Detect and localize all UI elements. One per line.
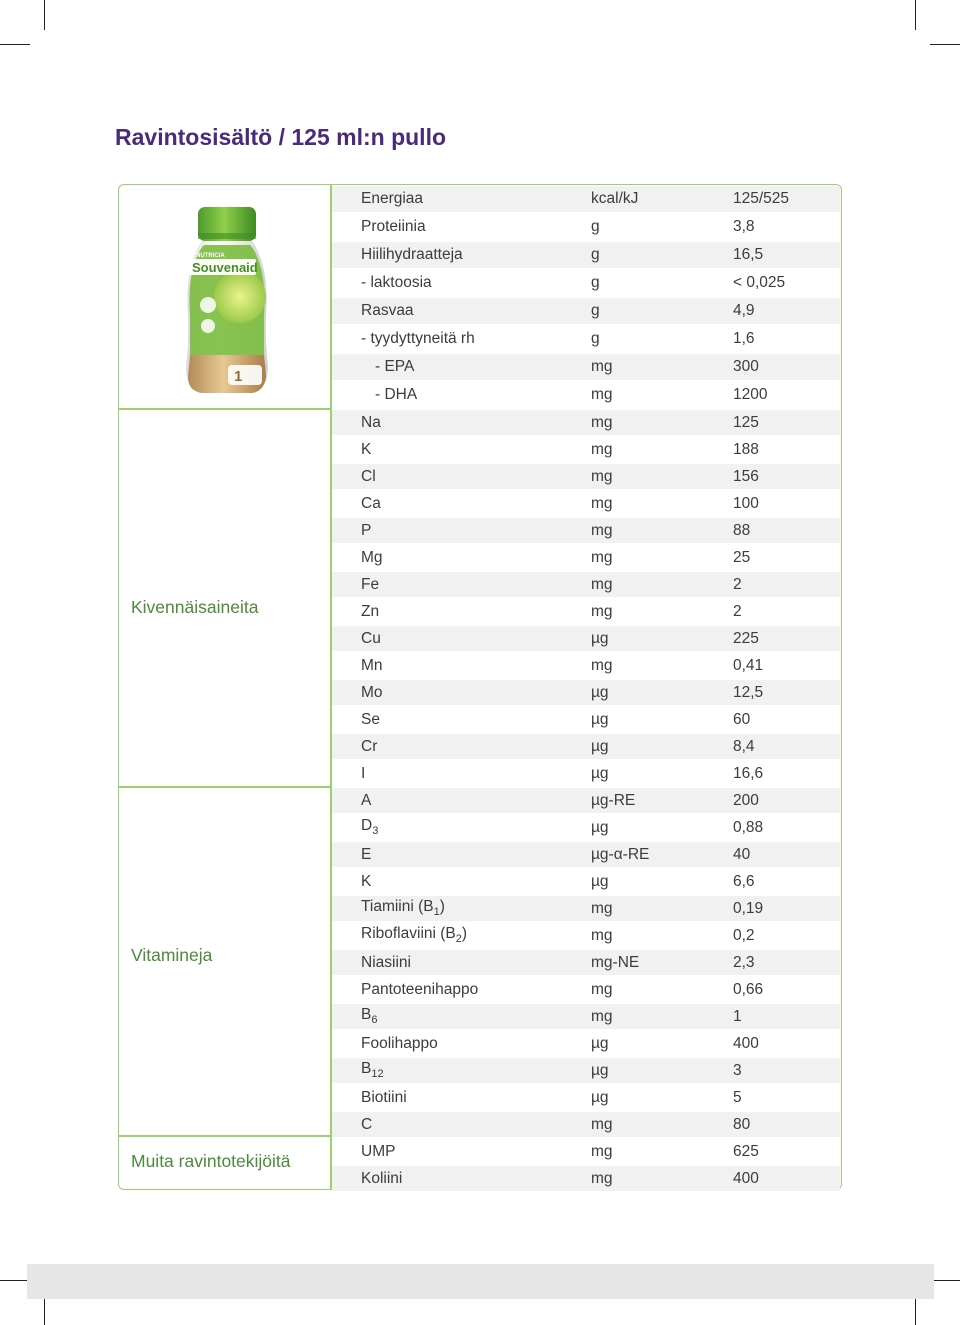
table-row (332, 464, 840, 491)
nutrient-name: A (361, 791, 372, 809)
crop-mark (0, 1280, 30, 1281)
nutrient-name: Tiamiini $(B_1)$ (361, 898, 445, 919)
nutrient-unit: µg (591, 872, 609, 890)
table-row (332, 545, 840, 572)
nutrient-name: Energiaa (361, 190, 424, 207)
nutrient-unit: mg (591, 1007, 613, 1025)
nutrient-unit: mg (591, 467, 613, 485)
product-bottle-image (182, 205, 272, 397)
nutrient-value: 8,4 (733, 737, 755, 755)
nutrient-unit: mg (591, 440, 613, 458)
nutrient-name: $B_{12}$ (361, 1060, 384, 1081)
nutrient-name: UMP (361, 1142, 396, 1160)
nutrient-name: K (361, 440, 372, 458)
table-row (332, 242, 840, 270)
nutrient-value: 100 (733, 494, 759, 512)
nutrient-name: Foolihappo (361, 1034, 438, 1052)
nutrient-name: Proteiinia (361, 218, 426, 235)
table-row (332, 734, 840, 761)
nutrient-unit: mg (591, 494, 613, 512)
nutrient-name: Mo (361, 683, 383, 701)
nutrient-value: 5 (733, 1088, 742, 1106)
nutrient-unit: mg (591, 1169, 613, 1187)
nutrient-unit: mg (591, 575, 613, 593)
nutrient-value: 3,8 (733, 218, 755, 235)
nutrient-unit: g (591, 330, 600, 347)
nutrient-value: 1,6 (733, 330, 755, 347)
nutrient-name: - tyydyttyneitä rh (361, 330, 475, 347)
nutrient-value: 0,66 (733, 980, 764, 998)
nutrient-name: Pantoteenihappo (361, 980, 479, 998)
nutrient-name: Cl (361, 467, 376, 485)
nutrition-rows (332, 186, 840, 1193)
nutrient-value: 0,2 (733, 926, 755, 944)
table-row (332, 599, 840, 626)
table-row (332, 270, 840, 298)
nutrient-unit: mg (591, 899, 613, 917)
nutrient-value: 400 (733, 1034, 759, 1052)
group-divider (119, 786, 330, 788)
nutrient-unit: g (591, 274, 600, 291)
nutrient-name: $D_3$ (361, 817, 379, 838)
table-row (332, 298, 840, 326)
nutrient-name: Hiilihydraatteja (361, 246, 463, 263)
nutrient-name: K (361, 872, 372, 890)
table-row (332, 923, 840, 950)
nutrient-unit: µg (591, 1088, 609, 1106)
table-row (332, 1085, 840, 1112)
table-row (332, 518, 840, 545)
nutrient-unit: mg (591, 602, 613, 620)
nutrient-value: 125 (733, 413, 759, 431)
table-row (332, 354, 840, 382)
nutrient-unit: mg-NE (591, 953, 640, 971)
nutrient-name: Mg (361, 548, 383, 566)
nutrient-value: 16,5 (733, 246, 764, 263)
table-row (332, 950, 840, 977)
nutrient-name: Mn (361, 656, 383, 674)
nutrient-name: E (361, 845, 372, 863)
nutrient-value: 2 (733, 575, 742, 593)
nutrient-unit: g (591, 302, 600, 319)
nutrient-unit: g (591, 218, 600, 235)
nutrient-name: Na (361, 413, 381, 431)
nutrient-unit: µg (591, 1034, 609, 1052)
nutrient-value: 2,3 (733, 953, 755, 971)
nutrient-unit: µg-α-RE (591, 845, 650, 863)
nutrient-name: C (361, 1115, 373, 1133)
table-row (332, 491, 840, 518)
nutrient-unit: µg (591, 737, 609, 755)
table-row (332, 680, 840, 707)
crop-mark (930, 44, 960, 45)
nutrient-name: Se (361, 710, 380, 728)
table-row (332, 977, 840, 1004)
nutrient-value: 0,88 (733, 818, 764, 836)
nutrient-value: 0,41 (733, 656, 764, 674)
nutrient-value: 0,19 (733, 899, 764, 917)
page-title: Ravintosisältö / 125 ml:n pullo (115, 124, 447, 150)
group-label-vitamins: Vitamineja (131, 945, 213, 965)
table-row (332, 761, 840, 788)
table-row (332, 896, 840, 923)
table-row (332, 326, 840, 354)
nutrient-value: 12,5 (733, 683, 764, 701)
nutrient-unit: mg (591, 1115, 613, 1133)
table-row (332, 437, 840, 464)
table-row (332, 1166, 840, 1193)
crop-mark (930, 1280, 960, 1281)
nutrient-unit: µg-RE (591, 791, 636, 809)
nutrient-unit: mg (591, 926, 613, 944)
crop-mark (915, 0, 916, 30)
nutrient-name: Riboflaviini $(B_2)$ (361, 925, 468, 946)
nutrient-unit: mg (591, 386, 613, 403)
nutrient-value: 188 (733, 440, 759, 458)
nutrient-value: 1200 (733, 386, 768, 403)
table-row (332, 1004, 840, 1031)
nutrient-name: Koliini (361, 1169, 403, 1187)
table-row (332, 186, 840, 214)
group-label-other: Muita ravintotekijöitä (131, 1151, 291, 1171)
table-row (332, 572, 840, 599)
nutrient-name: Biotiini (361, 1088, 407, 1106)
group-label-minerals: Kivennäisaineita (131, 597, 259, 617)
nutrient-value: 80 (733, 1115, 751, 1133)
nutrient-value: 156 (733, 467, 759, 485)
nutrient-value: 200 (733, 791, 759, 809)
nutrient-name: P (361, 521, 372, 539)
nutrient-unit: µg (591, 683, 609, 701)
table-row (332, 410, 840, 437)
crop-mark (44, 0, 45, 30)
nutrient-unit: µg (591, 710, 609, 728)
nutrient-value: 6,6 (733, 872, 755, 890)
table-row (332, 653, 840, 680)
crop-mark (915, 1295, 916, 1325)
nutrient-value: 1 (733, 1007, 742, 1025)
nutrient-unit: mg (591, 548, 613, 566)
nutrient-name: Rasvaa (361, 302, 414, 319)
table-row (332, 788, 840, 815)
nutrient-name: Zn (361, 602, 380, 620)
nutrient-unit: mg (591, 980, 613, 998)
nutrient-value: 300 (733, 358, 759, 375)
nutrient-value: 88 (733, 521, 751, 539)
nutrient-value: 4,9 (733, 302, 755, 319)
table-row (332, 1139, 840, 1166)
nutrient-value: 400 (733, 1169, 759, 1187)
nutrient-unit: mg (591, 656, 613, 674)
nutrient-value: 225 (733, 629, 759, 647)
group-divider (119, 408, 330, 410)
table-row (332, 214, 840, 242)
nutrient-unit: kcal/kJ (591, 190, 639, 207)
nutrient-unit: µg (591, 1061, 609, 1079)
nutrient-unit: µg (591, 629, 609, 647)
nutrient-unit: mg (591, 1142, 613, 1160)
nutrient-name: Cr (361, 737, 378, 755)
nutrient-name: Fe (361, 575, 380, 593)
nutrient-name: I (361, 764, 366, 782)
crop-mark (44, 1295, 45, 1325)
nutrient-unit: mg (591, 521, 613, 539)
nutrient-name: Cu (361, 629, 381, 647)
table-row (332, 842, 840, 869)
nutrient-unit: g (591, 246, 600, 263)
brand-label: NUTRICIA (196, 253, 225, 259)
table-row (332, 869, 840, 896)
nutrient-name: - laktoosia (361, 274, 432, 291)
nutrient-value: 40 (733, 845, 751, 863)
nutrient-unit: mg (591, 413, 613, 431)
table-row (332, 1058, 840, 1085)
footer-band (27, 1264, 934, 1299)
nutrient-value: 625 (733, 1142, 759, 1160)
nutrient-unit: µg (591, 764, 609, 782)
table-row (332, 1112, 840, 1139)
nutrient-value: 3 (733, 1061, 742, 1079)
table-row (332, 815, 840, 842)
nutrient-value: 25 (733, 548, 751, 566)
nutrient-name: Ca (361, 494, 381, 512)
nutrient-unit: mg (591, 358, 613, 375)
product-name: Souvenaid (192, 260, 258, 275)
nutrient-value: 125/525 (733, 190, 790, 207)
table-row (332, 626, 840, 653)
table-row (332, 1031, 840, 1058)
nutrient-value: 60 (733, 710, 751, 728)
nutrient-name: - EPA (375, 358, 415, 375)
group-divider (119, 1135, 330, 1137)
product-badge: 1 (234, 368, 243, 385)
nutrient-value: 2 (733, 602, 742, 620)
nutrient-name: $B_6$ (361, 1006, 378, 1027)
nutrient-name: Niasiini (361, 953, 411, 971)
nutrient-name: - DHA (375, 386, 418, 403)
nutrient-unit: µg (591, 818, 609, 836)
table-row (332, 707, 840, 734)
table-row (332, 382, 840, 410)
crop-mark (0, 44, 30, 45)
nutrient-value: 16,6 (733, 764, 764, 782)
nutrient-value: < 0,025 (733, 274, 786, 291)
